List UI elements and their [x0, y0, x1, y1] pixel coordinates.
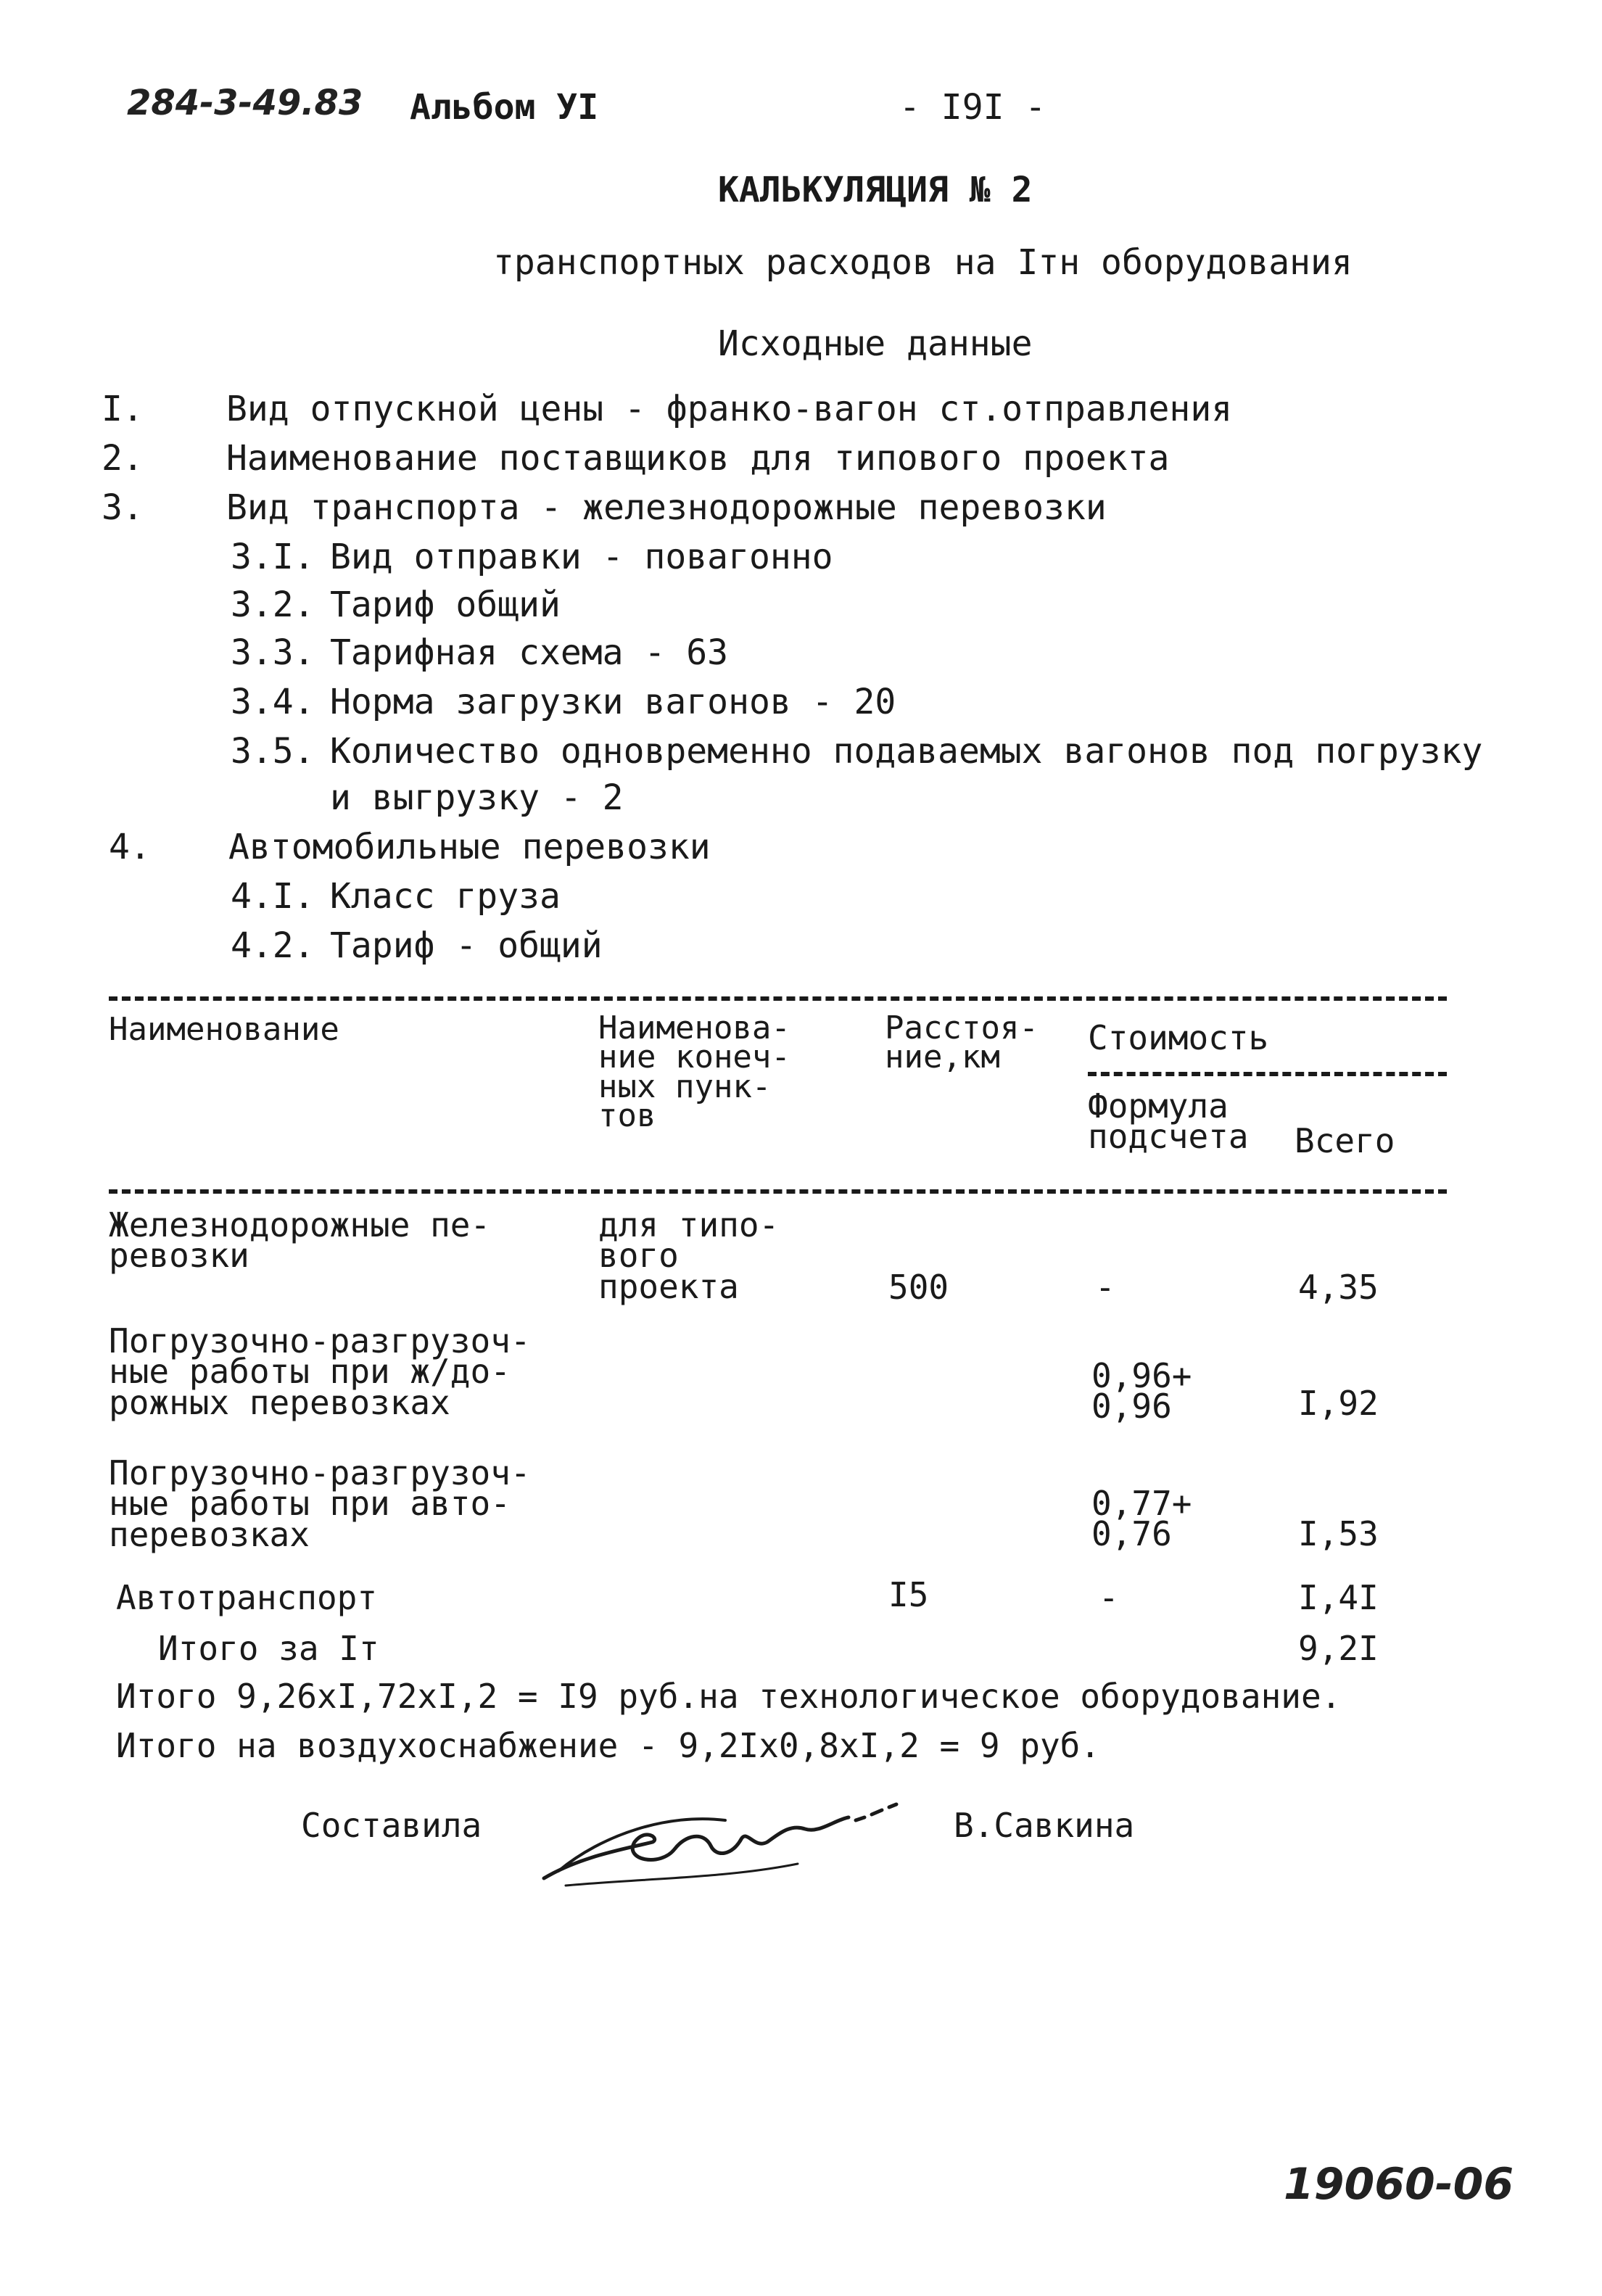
list-item-number: 4.I.: [231, 876, 315, 917]
row-formula: 0,77+ 0,76: [1091, 1484, 1192, 1554]
row-distance: I5: [888, 1575, 929, 1614]
list-item: Вид отпускной цены - франко-вагон ст.отправления: [226, 389, 1233, 429]
column-header-cost: Стоимость: [1088, 1018, 1269, 1057]
row-name: Автотранспорт: [116, 1578, 378, 1617]
row-total: I,4I: [1298, 1578, 1379, 1617]
list-item: Автомобильные перевозки: [228, 827, 711, 867]
list-item: Количество одновременно подаваемых вагонов под погрузку: [330, 731, 1483, 772]
list-item: Вид отправки - повагонно: [330, 537, 833, 577]
list-item-number: 3.3.: [231, 632, 315, 673]
cost-subheader-rule: [1088, 1072, 1447, 1076]
column-header-endpoints: Наименова- ние конеч- ных пунк- тов: [598, 1009, 790, 1135]
document-subtitle: транспортных расходов на Iтн оборудования: [493, 242, 1353, 283]
signature-image: [537, 1770, 914, 1893]
list-item-number: 4.2.: [231, 925, 315, 966]
total-equipment: Итого 9,26хI,72хI,2 = I9 руб.на технологическое оборудование.: [116, 1677, 1342, 1716]
section-heading: Исходные данные: [718, 323, 1033, 364]
row-formula: -: [1095, 1268, 1115, 1307]
row-name: Погрузочно-разгрузоч- ные работы при авто- перевозках: [109, 1453, 531, 1554]
column-header-name: Наименование: [109, 1011, 339, 1048]
total-air-supply: Итого на воздухоснабжение - 9,2Iх0,8хI,2 = 9 руб.: [116, 1726, 1101, 1765]
row-total: I,53: [1298, 1514, 1379, 1553]
list-item-number: 4.: [109, 827, 151, 867]
column-header-formula: Формула подсчета: [1088, 1086, 1249, 1157]
album-label: Альбом УI: [410, 87, 599, 128]
list-item-number: 3.2.: [231, 585, 315, 625]
row-endpoint: для типо- вого проекта: [598, 1205, 780, 1306]
list-item-number: 3.4.: [231, 682, 315, 722]
list-item: Наименование поставщиков для типового проекта: [226, 438, 1170, 479]
list-item: Тариф - общий: [330, 925, 603, 966]
list-item: Норма загрузки вагонов - 20: [330, 682, 896, 722]
column-header-distance: Расстоя- ние,км: [885, 1009, 1039, 1076]
list-item-number: 3.I.: [231, 537, 315, 577]
document-title: КАЛЬКУЛЯЦИЯ № 2: [718, 170, 1033, 210]
row-total: 4,35: [1298, 1268, 1379, 1307]
list-item: Тарифная схема - 63: [330, 632, 729, 673]
list-item-continuation: и выгрузку - 2: [330, 777, 624, 818]
compiler-name: В.Савкина: [954, 1806, 1135, 1845]
table-top-rule: [109, 996, 1447, 1001]
list-item-number: 2.: [102, 438, 144, 479]
list-item: Класс груза: [330, 876, 561, 917]
document-code: 284-3-49.83: [127, 83, 363, 123]
list-item: Тариф общий: [330, 585, 561, 625]
column-header-total: Всего: [1295, 1121, 1395, 1160]
archive-number: 19060-06: [1284, 2159, 1514, 2210]
list-item-number: 3.: [102, 487, 144, 528]
table-header-rule: [109, 1189, 1447, 1194]
subtotal-value: 9,2I: [1298, 1629, 1379, 1668]
row-distance: 500: [888, 1268, 949, 1307]
list-item: Вид транспорта - железнодорожные перевозки: [226, 487, 1107, 528]
compiled-by-label: Составила: [301, 1806, 482, 1845]
list-item-number: 3.5.: [231, 731, 315, 772]
page-number: - I9I -: [899, 87, 1046, 128]
list-item-number: I.: [102, 389, 144, 429]
row-name: Железнодорожные пе- ревозки: [109, 1205, 491, 1276]
row-formula: 0,96+ 0,96: [1091, 1356, 1192, 1426]
row-total: I,92: [1298, 1384, 1379, 1423]
row-formula: -: [1099, 1578, 1119, 1617]
subtotal-label: Итого за Iт: [158, 1629, 379, 1668]
row-name: Погрузочно-разгрузоч- ные работы при ж/до- рожных перевозках: [109, 1321, 531, 1422]
